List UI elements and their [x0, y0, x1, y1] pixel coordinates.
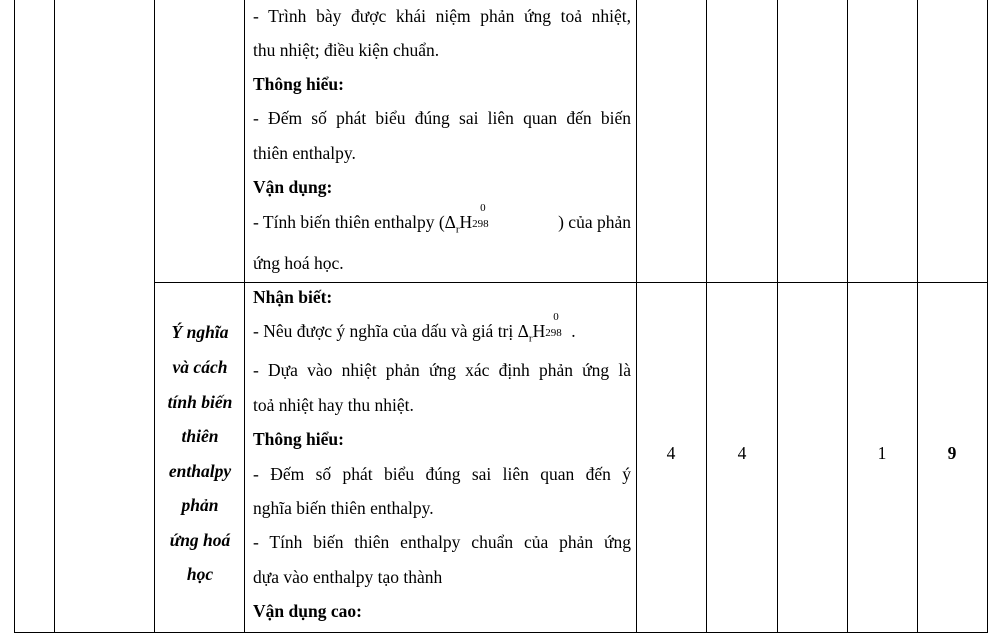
row-bottom-content	[253, 282, 631, 632]
heading-van-dung-cao: Vận dụng cao:	[253, 601, 362, 621]
text-line: - Dựa vào nhiệt phản ứng xác định phản ứng là	[253, 360, 631, 380]
text-line: - Trình bày được khái niệm phản ứng toả nhiệt,	[253, 6, 631, 26]
count-nhan-biet: 4	[666, 443, 676, 463]
text-line-with-symbol	[253, 202, 631, 236]
topic-line: enthalpy	[168, 461, 232, 481]
enthalpy-symbol: $\Delta_rH$ 0 298 .	[517, 311, 576, 345]
row-top-content	[253, 0, 631, 282]
text-fragment: ) của phản	[558, 212, 631, 232]
sup-sub-stack	[545, 311, 571, 339]
topic-line: và cách	[172, 357, 228, 377]
topic-line: học	[186, 564, 214, 584]
delta-symbol: Δ	[444, 212, 456, 232]
count-total: 9	[947, 443, 957, 463]
text-line: - Đếm số phát biểu đúng sai liên quan đến ý	[253, 464, 631, 484]
topic-line: tính biến	[167, 392, 233, 412]
text-line: thiên enthalpy.	[253, 143, 356, 163]
count-thong-hieu: 4	[737, 443, 747, 463]
h-symbol: H	[459, 212, 473, 232]
topic-line: ứng hoá	[169, 530, 231, 550]
text-line: - Tính biến thiên enthalpy chuẩn của phản ứng	[253, 532, 631, 552]
sup-sub-stack	[472, 202, 498, 230]
topic-cell	[156, 282, 244, 632]
text-line: - Đếm số phát biểu đúng sai liên quan đến biến	[253, 108, 631, 128]
text-line-with-symbol	[253, 311, 631, 345]
topic-line: Ý nghĩa	[171, 322, 229, 342]
heading-van-dung: Vận dụng:	[253, 177, 333, 197]
subscript-r: r	[455, 223, 460, 236]
superscript-zero: 0	[480, 202, 486, 214]
heading-thong-hieu: Thông hiểu:	[253, 429, 344, 449]
text-line: nghĩa biến thiên enthalpy.	[253, 498, 434, 518]
text-fragment: - Tính biến thiên enthalpy (	[253, 212, 445, 232]
h-symbol: H	[532, 321, 546, 341]
count-van-dung-cao: 1	[877, 443, 887, 463]
heading-nhan-biet: Nhận biết:	[253, 287, 333, 307]
heading-thong-hieu: Thông hiểu:	[253, 74, 344, 94]
subscript-r: r	[528, 332, 533, 345]
text-fragment: - Nêu được ý nghĩa của dấu và giá trị	[253, 321, 514, 341]
superscript-zero: 0	[553, 311, 559, 323]
subscript-298: 298	[472, 218, 489, 230]
text-line: thu nhiệt; điều kiện chuẩn.	[253, 40, 440, 60]
topic-line: phản	[181, 495, 219, 515]
text-line: toả nhiệt hay thu nhiệt.	[253, 395, 414, 415]
subscript-298: 298	[545, 327, 562, 339]
topic-line: thiên	[181, 426, 219, 446]
delta-symbol: Δ	[517, 321, 529, 341]
text-line: dựa vào enthalpy tạo thành	[253, 567, 443, 587]
enthalpy-symbol	[444, 202, 499, 236]
text-line: ứng hoá học.	[253, 253, 344, 273]
